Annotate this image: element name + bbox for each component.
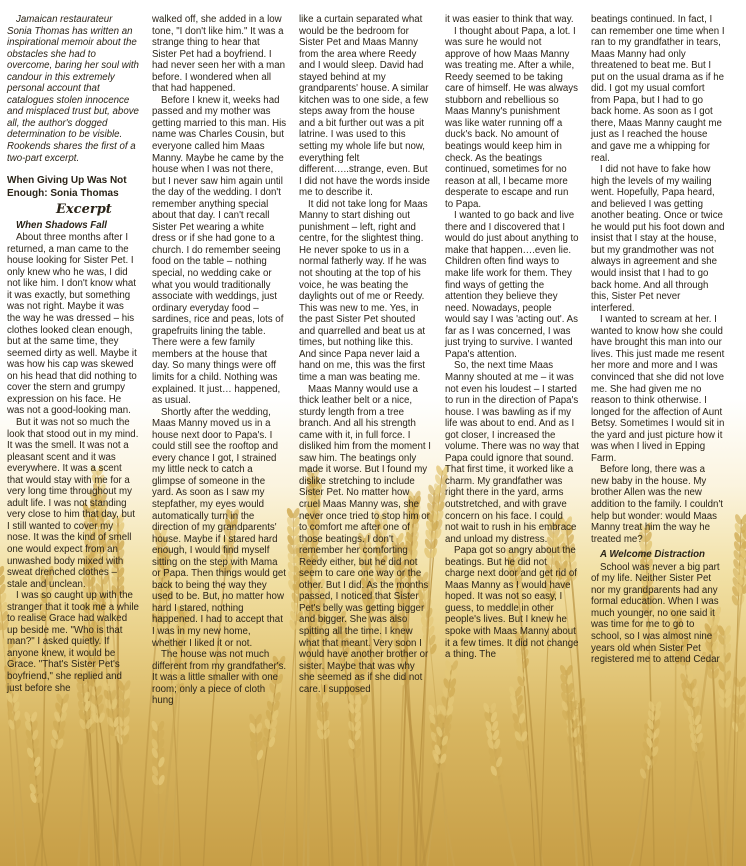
paragraph: I was so caught up with the stranger that it took me a while to realise Grace had walked up beside me. "Who is that man?" I asked quietly. If anyone knew, it would be Grace. "That's Sister Pet's boyfriend," she replied and just before she [7, 590, 139, 694]
paragraph: I wanted to go back and live there and I discovered that I would do just about anything to make that happen….even lie. Children often find ways to make life work for them. They find ways of getting the attention they believe they need. Nowadays, people would say I was 'acting out'. As far as I was concerned, I was just trying to survive. I wanted Papa's attention. [445, 210, 579, 360]
paragraph: it was easier to think that way. [445, 14, 574, 25]
excerpt-heading: Excerpt [56, 202, 112, 218]
paragraph: Before long, there was a new baby in the house. My brother Allen was the new addition to the family. I couldn't help but wonder: would Maas Manny treat him the way he treated me? [591, 464, 723, 545]
paragraph: walked off, she added in a low tone, "I don't like him." It was a strange thing to hear that Sister Pet had a boyfriend. I had never seen her with a man before. I wondered when all that had happened. [152, 14, 286, 95]
paragraph: The house was not much different from my grandfather's. It was a little smaller with one room; only a piece of cloth hung [152, 649, 287, 707]
paragraph: like a curtain separated what would be the bedroom for Sister Pet and Maas Manny from the area where Reedy and I would sleep. David had stayed behind at my grandparents' house. A similar kitchen was to one side, a few steps away from the house and a bit further out was a pit latrine. I was used to this setting my whole life but now, everything felt different…..strange, even. But I did not have the words inside me to describe it. [299, 14, 430, 199]
column-4 [445, 14, 579, 661]
paragraph: Shortly after the wedding, Maas Manny moved us in a house next door to Papa's. I could still see the rooftop and every chance I got, I strained my little neck to catch a glimpse of someone in the yard. As soon as I saw my stepfather, my eyes would automatically turn in the direction of my grandparents' house. Maybe if I stared hard enough, I would find myself sitting on the step with Mama or Papa. Then things would get back to being the way they used to be. But, no matter how hard I stared, nothing happened. I had to accept that I was in my new home, whether I liked it or not. [152, 406, 286, 649]
intro-text: Jamaican restaurateur Sonia Thomas has written an inspirational memoir about the obstacles she had to overcome, baring her soul with candour in this extremely personal account that catalogues stolen innocence and misplaced trust but, above all, the author's dogged determination to be visible. Rookends shares the first of a two-part excerpt. [7, 14, 139, 164]
paragraph: Maas Manny would use a thick leather belt or a nice, sturdy length from a tree branch. And all his strength came with it, in full force. I disliked him from the moment I saw him. The beatings only made it worse. But I found my dislike stretching to include Sister Pet. No matter how cruel Maas Manny was, she never once tried to stop him or to comfort me after one of those beatings. I don't remember her comforting Reedy either, but he did not seem to care one way or the other. But I did. As the months passed, I noticed that Sister Pet's belly was getting bigger and bigger. She was also spitting all the time. I knew what that meant. Very soon I would have another brother or sister. Maybe that was why she seemed as if she did not care. I supposed [299, 383, 431, 695]
paragraph: But it was not so much the look that stood out in my mind. It was the smell. It was not a pleasant scent and it was everywhere. It was a scent that would stay with me for a very long time throughout my adult life. I was not standing very close to him that day, but I still wanted to cover my nose. It was the kind of smell one would expect from an unwashed body mixed with sweat drenched clothes – stale and unclean. [7, 416, 139, 590]
paragraph: Papa got so angry about the beatings. But he did not charge next door and get rid of Maas Manny as I would have hoped. It was not so easy, I guess, to meddle in other people's lives. But I knew he spoke with Maas Manny about it a few times. It did not change a thing. The [445, 545, 579, 661]
paragraph: I did not have to fake how high the levels of my wailing went. Hopefully, Papa heard, and believed I was getting another beating. Once or twice he would put his foot down and insist that I stay at the house, but my grandmother was not always in agreement and she would insist that I had to go back home. And all through this, Sister Pet never interfered. [591, 164, 725, 314]
column-5 [591, 14, 725, 666]
paragraph: beatings continued. In fact, I can remember one time when I ran to my grandfather in tears, Maas Manny had only threatened to beat me. But I put on the usual drama as if he did. I got my usual comfort from Papa, but I had to go back home. As soon as I got there, Maas Manny caught me just as I reached the house and gave me a whipping for real. [591, 14, 725, 164]
paragraph: Before I knew it, weeks had passed and my mother was getting married to this man. His name was Charles Cousin, but everyone called him Maas Manny. Maybe he came by the house when I was not there, but I never saw him again until the day of the wedding. I don't remember anything special about that day. I can't recall Sister Pet wearing a white dress or if she had gone to a church. I do remember seeing food on the table – nothing special, no wedding cake or what you would traditionally associate with weddings, just ordinary everyday food – sardines, rice and peas, lots of grapefruits lining the table. There were a few family members at the house that day. So many things were off limits for a child. Nothing was explained. It just… happened, as usual. [152, 94, 287, 407]
section-title-when-shadows-fall: When Shadows Fall [16, 219, 107, 231]
paragraph: I thought about Papa, a lot. I was sure he would not approve of how Maas Manny was treating me. After a while, Reedy seemed to be taking care of himself. He was always stubborn and rebellious so Maas Manny's punishment was like water running off a duck's back. No amount of beatings would keep him in check. As the beatings continued, sometimes for no reason at all, I became more desperate to escape and run to Papa. [445, 25, 578, 210]
wheat-stem [490, 708, 516, 866]
column-2 [152, 14, 287, 707]
paragraph: School was never a big part of my life. Neither Sister Pet nor my grandparents had any formal education. When I was much younger, no one said it was time for me to go to school, so I was almost nine years old when Sister Pet registered me to attend Cedar [591, 561, 720, 666]
paragraph: It did not take long for Maas Manny to start dishing out punishment – left, right and centre, for the slightest thing. He never spoke to us in a normal fatherly way. If he was not shouting at the top of his voice, he was beating the daylights out of me or Reedy. This was new to me. Yes, in the past Sister Pet shouted and quarrelled and beat us at times, but nothing like this. And since Papa never laid a hand on me, this was the first time a man was beating me. [299, 198, 428, 383]
paragraph: So, the next time Maas Manny shouted at me – it was not even his loudest – I started to run in the direction of Papa's house. I was bawling as if my life was about to end. And as I got closer, I increased the volume. There was no way that Papa could ignore that sound. That first time, it worked like a charm. My grandfather was right there in the yard, arms outstretched, and with grave concern on his face. I could not wait to rush in his embrace and unload my distress. [445, 360, 579, 545]
paragraph: About three months after I returned, a man came to the house looking for Sister Pet. I only knew who he was, I did not like him. I don't know what it was exactly, but something was not right. Maybe it was the way he was dressed – his clothes looked clean enough, but at the same time, they seemed dirty as well. Maybe it was how his cap was skewed on his head that did nothing to cover the stern and grumpy expression on his face. He was not a good-looking man. [7, 232, 137, 417]
byline: When Giving Up Was Not Enough: Sonia Thomas [7, 175, 127, 199]
section-title-a-welcome-distraction: A Welcome Distraction [600, 549, 705, 561]
wheat-grain [29, 792, 38, 804]
column-1 [7, 14, 139, 694]
paragraph: I wanted to scream at her. I wanted to know how she could have brought this man into our lives. This just made me resent her more and more and I was convinced that she did not love me. She had given me no reason to think otherwise. I longed for the affection of Aunt Betsy. Sometimes I would sit in the yard and just picture how it was when I lived in Epping Farm. [591, 314, 725, 464]
column-3 [299, 14, 432, 695]
